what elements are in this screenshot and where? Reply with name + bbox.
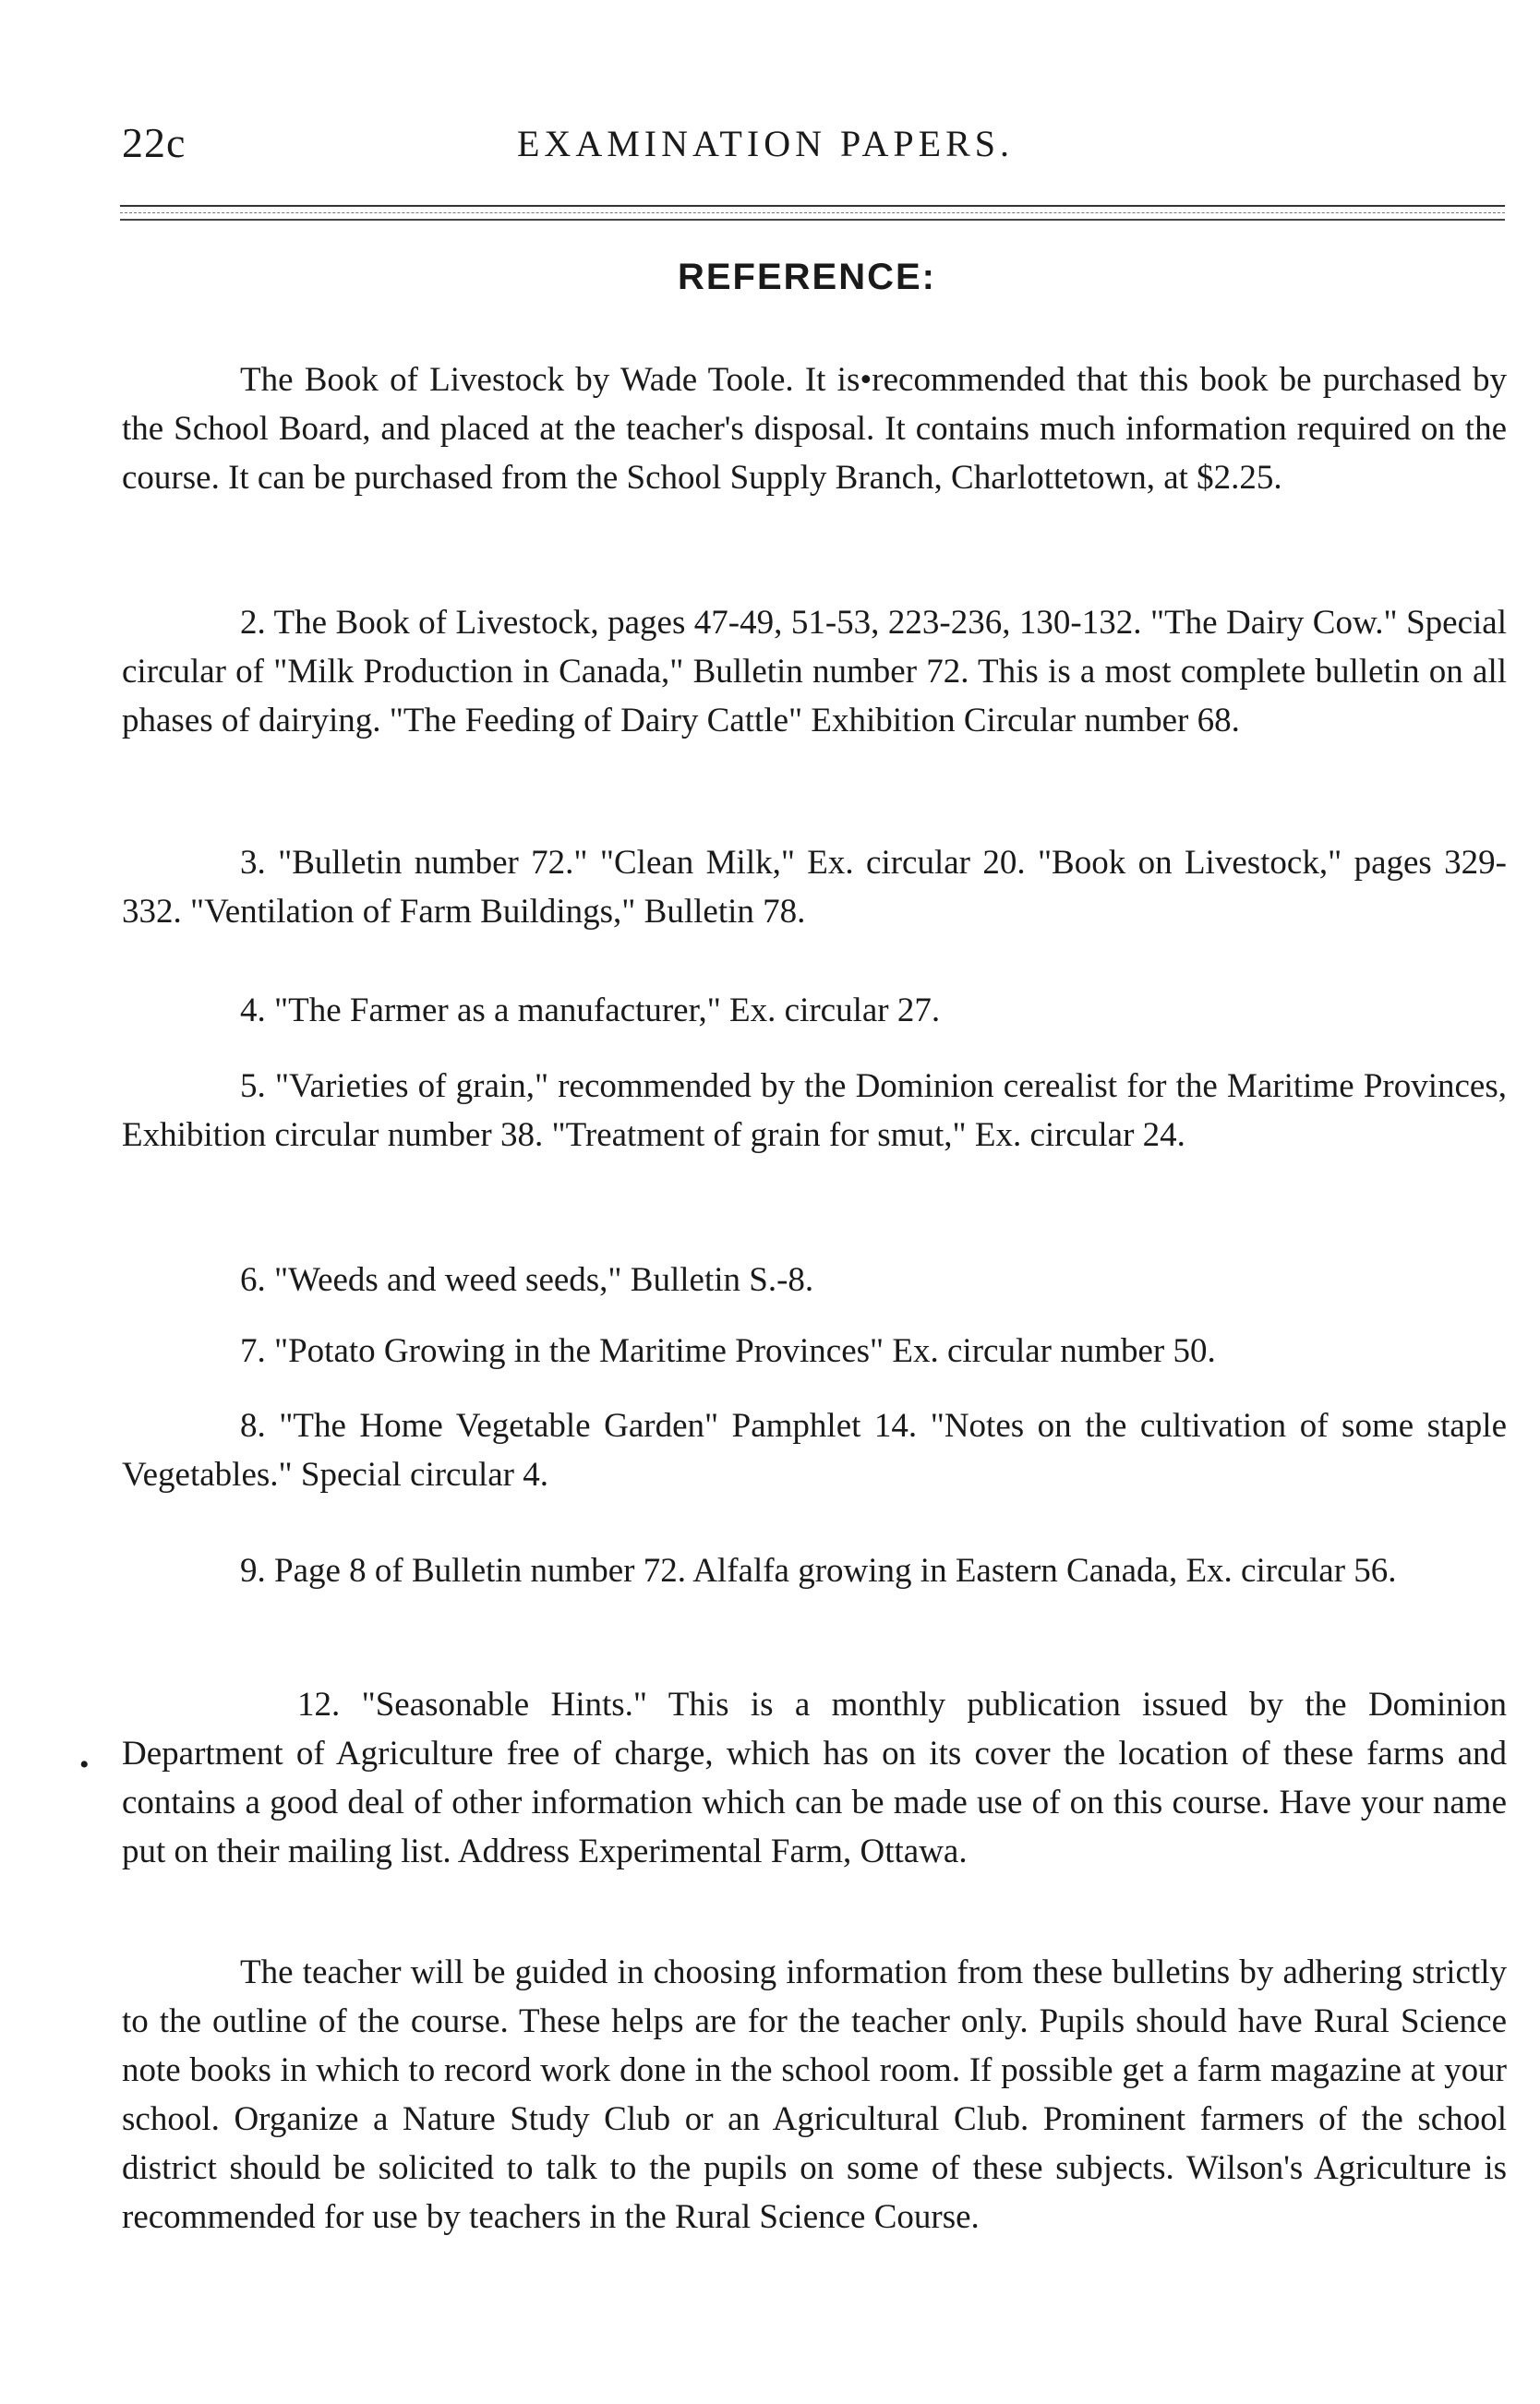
reference-item-5: 5. "Varieties of grain," recommended by the Dominion cerealist for the Maritime Provinces, Exhibition circular number 38. "Treatment of grain for smut," Ex. circular 24. [122,1067,1507,1154]
reference-item-7: 7. "Potato Growing in the Maritime Provinces" Ex. circular number 50. [240,1332,1216,1370]
page-number: 22c [122,119,186,166]
reference-item-3: 3. "Bulletin number 72." "Clean Milk," Ex. circular 20. "Book on Livestock," pages 329-332. "Ventilation of Farm Buildings," Bulletin 78. [122,844,1507,931]
margin-mark: • [79,1749,90,1780]
header-rule [120,205,1505,207]
reference-item-8: 8. "The Home Vegetable Garden" Pamphlet 14. "Notes on the cultivation of some staple Vegetables." Special circular 4. [122,1407,1507,1494]
reference-item-9: 9. Page 8 of Bulletin number 72. Alfalfa growing in Eastern Canada, Ex. circular 56. [240,1552,1397,1590]
reference-paragraph: The Book of Livestock by Wade Toole. It is•recommended that this book be purchased by the School Board, and placed at the teacher's disposal. It contains much information required on the course. It can be purchased from the School Supply Branch, Charlottetown, at $2.25. [122,361,1507,497]
reference-item-2: 2. The Book of Livestock, pages 47-49, 51-53, 223-236, 130-132. "The Dairy Cow." Special circular of "Milk Production in Canada," Bulletin number 72. This is a most complete bulletin on all phases of dairying. "The Feeding of Dairy Cattle" Exhibition Circular number 68. [122,604,1507,739]
running-head: EXAMINATION PAPERS. [517,123,1015,164]
header-rule-lower [120,219,1505,221]
closing-paragraph: The teacher will be guided in choosing information from these bulletins by adhering strictly to the outline of the course. These helps are for the teacher only. Pupils should have Rural Science note books in which to record work done in the school room. If possible get a farm magazine at your school. Organize a Nature Study Club or an Agricultural Club. Prominent farmers of the school district should be solicited to talk to the pupils on some of these subjects. Wilson's Agriculture is recommended for use by teachers in the Rural Science Course. [122,1953,1507,2236]
reference-item-6: 6. "Weeds and weed seeds," Bulletin S.-8. [240,1261,814,1299]
section-heading: REFERENCE: [677,257,937,297]
reference-item-4: 4. "The Farmer as a manufacturer," Ex. circular 27. [240,992,941,1029]
header-rule-dashed [120,212,1505,213]
reference-item-12: 12. "Seasonable Hints." This is a monthly publication issued by the Dominion Department of Agriculture free of charge, which has on its cover the location of these farms and contains a good deal of other information which can be made use of on this course. Have your name put on their mailing list. Address Experimental Farm, Ottawa. [122,1686,1507,1870]
